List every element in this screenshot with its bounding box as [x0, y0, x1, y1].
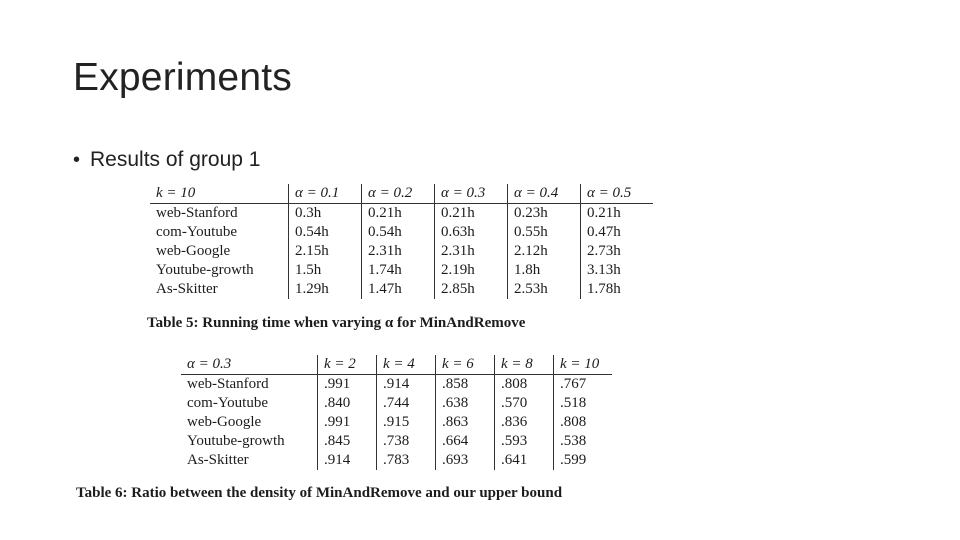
value-cell: .808	[554, 413, 613, 432]
value-cell: 0.54h	[289, 223, 362, 242]
value-cell: 0.55h	[508, 223, 581, 242]
header-cell: α = 0.5	[581, 184, 654, 204]
table-caption: Table 6: Ratio between the density of MinAndRemove and our upper bound	[76, 485, 563, 501]
value-cell: 2.31h	[362, 242, 435, 261]
dataset-cell: As-Skitter	[156, 281, 218, 297]
table-row	[150, 204, 653, 224]
value-cell: 3.13h	[581, 261, 654, 280]
value-cell: .915	[377, 413, 436, 432]
value-cell: .638	[436, 394, 495, 413]
table-row	[181, 451, 612, 470]
value-cell: 2.73h	[581, 242, 654, 261]
header-cell: k = 8	[495, 355, 554, 375]
table-header-row	[150, 184, 653, 204]
value-cell: 2.53h	[508, 280, 581, 299]
value-cell: 0.23h	[508, 204, 581, 224]
value-cell: .991	[318, 375, 377, 395]
value-cell: 2.12h	[508, 242, 581, 261]
table-running-time	[150, 184, 653, 299]
value-cell: .593	[495, 432, 554, 451]
value-cell: 0.3h	[289, 204, 362, 224]
value-cell: .863	[436, 413, 495, 432]
table-row	[181, 432, 612, 451]
value-cell: 0.21h	[581, 204, 654, 224]
bullet-dot-icon: •	[73, 148, 81, 171]
dataset-cell: web-Google	[187, 414, 262, 430]
bullet-item	[73, 148, 260, 172]
value-cell: 0.54h	[362, 223, 435, 242]
dataset-cell: As-Skitter	[187, 452, 249, 468]
table-row	[181, 375, 612, 395]
value-cell: 0.21h	[435, 204, 508, 224]
header-cell: α = 0.1	[289, 184, 362, 204]
value-cell: 0.47h	[581, 223, 654, 242]
slide-title: Experiments	[73, 56, 292, 99]
value-cell: 1.47h	[362, 280, 435, 299]
value-cell: .914	[377, 375, 436, 395]
value-cell: .836	[495, 413, 554, 432]
value-cell: .767	[554, 375, 613, 395]
value-cell: .840	[318, 394, 377, 413]
table-row	[181, 413, 612, 432]
value-cell: .641	[495, 451, 554, 470]
value-cell: .991	[318, 413, 377, 432]
value-cell: .858	[436, 375, 495, 395]
value-cell: 1.8h	[508, 261, 581, 280]
value-cell: 2.15h	[289, 242, 362, 261]
dataset-cell: web-Stanford	[156, 205, 238, 221]
header-cell: k = 4	[377, 355, 436, 375]
table-row	[150, 261, 653, 280]
dataset-cell: web-Stanford	[187, 376, 269, 392]
header-cell: k = 10	[554, 355, 613, 375]
header-cell: k = 2	[318, 355, 377, 375]
value-cell: .664	[436, 432, 495, 451]
value-cell: 1.29h	[289, 280, 362, 299]
value-cell: .538	[554, 432, 613, 451]
header-cell: α = 0.3	[181, 355, 318, 375]
dataset-cell: Youtube-growth	[156, 262, 254, 278]
bullet-text: Results of group 1	[90, 148, 261, 171]
table-header-row	[181, 355, 612, 375]
value-cell: .599	[554, 451, 613, 470]
value-cell: 2.85h	[435, 280, 508, 299]
value-cell: 0.63h	[435, 223, 508, 242]
value-cell: .738	[377, 432, 436, 451]
value-cell: .845	[318, 432, 377, 451]
table-row	[181, 394, 612, 413]
value-cell: 2.19h	[435, 261, 508, 280]
value-cell: 1.74h	[362, 261, 435, 280]
table-row	[150, 242, 653, 261]
dataset-cell: com-Youtube	[156, 224, 237, 240]
value-cell: 0.21h	[362, 204, 435, 224]
header-cell: α = 0.2	[362, 184, 435, 204]
table-density-ratio	[181, 355, 612, 470]
table-row	[150, 223, 653, 242]
value-cell: .914	[318, 451, 377, 470]
dataset-cell: com-Youtube	[187, 395, 268, 411]
value-cell: .570	[495, 394, 554, 413]
value-cell: .744	[377, 394, 436, 413]
value-cell: .518	[554, 394, 613, 413]
value-cell: 1.5h	[289, 261, 362, 280]
value-cell: .693	[436, 451, 495, 470]
value-cell: 1.78h	[581, 280, 654, 299]
header-cell: k = 10	[150, 184, 289, 204]
table-row	[150, 280, 653, 299]
table-caption: Table 5: Running time when varying α for MinAndRemove	[147, 315, 526, 331]
value-cell: .783	[377, 451, 436, 470]
header-cell: α = 0.3	[435, 184, 508, 204]
dataset-cell: Youtube-growth	[187, 433, 285, 449]
header-cell: k = 6	[436, 355, 495, 375]
header-cell: α = 0.4	[508, 184, 581, 204]
value-cell: 2.31h	[435, 242, 508, 261]
dataset-cell: web-Google	[156, 243, 231, 259]
value-cell: .808	[495, 375, 554, 395]
